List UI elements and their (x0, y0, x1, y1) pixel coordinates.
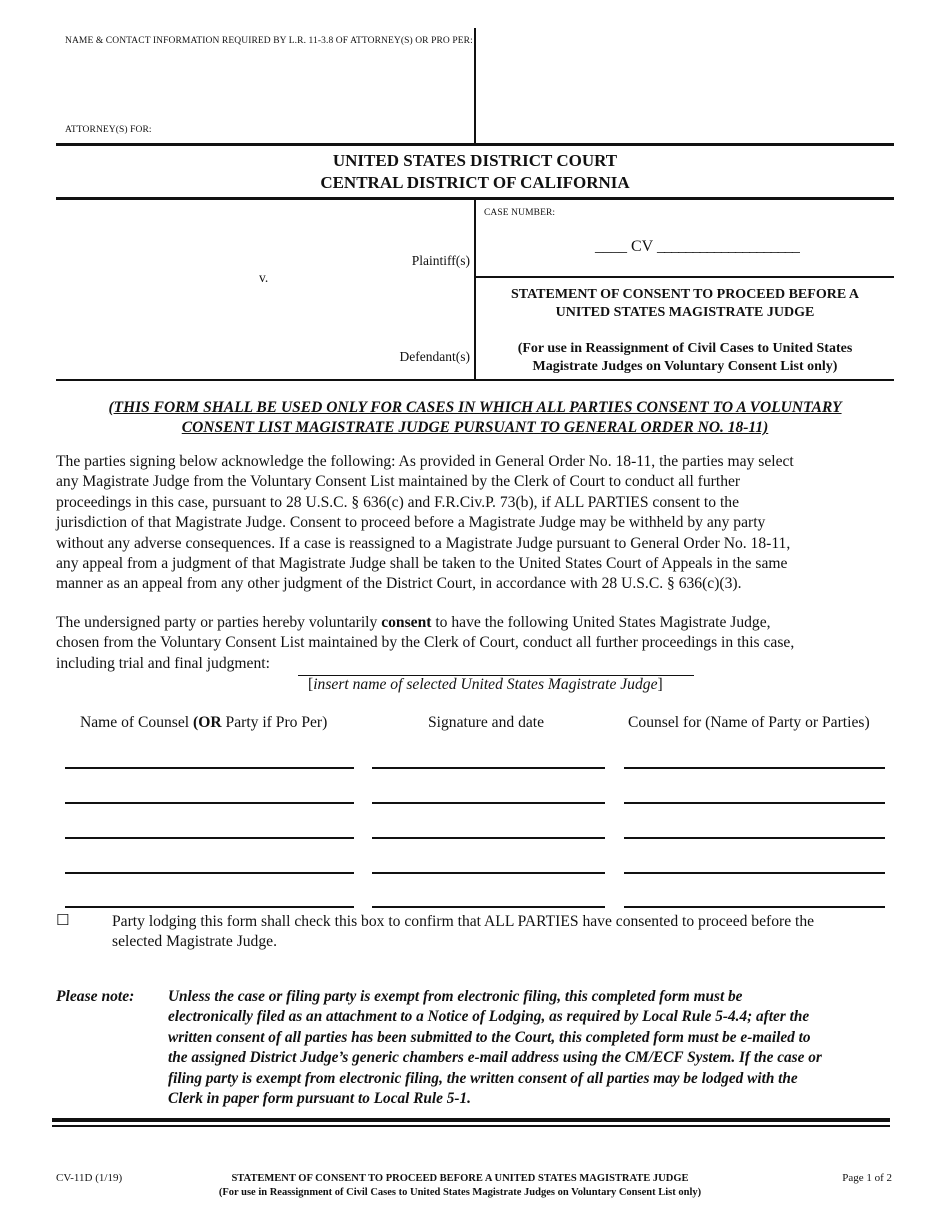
magistrate-judge-name-field[interactable] (298, 655, 694, 675)
plaintiff-name-field[interactable] (60, 205, 465, 253)
attorneys-for-label: ATTORNEY(S) FOR: (65, 125, 152, 135)
acknowledgment-paragraph (56, 452, 906, 595)
form-title-line1: STATEMENT OF CONSENT TO PROCEED BEFORE A (510, 287, 859, 302)
please-note-line: Clerk in paper form pursuant to Local Rule 5-1. (168, 1090, 471, 1108)
signature-date-line[interactable] (372, 767, 605, 769)
counsel-name-line[interactable] (65, 906, 354, 908)
defendant-label: Defendant(s) (399, 349, 470, 364)
footer-title (150, 1172, 770, 1200)
court-use-box (480, 30, 890, 140)
header-bold: (OR (193, 714, 222, 731)
contact-info-label: NAME & CONTACT INFORMATION REQUIRED BY L.R. 11-3.8 OF ATTORNEY(S) OR PRO PER: (65, 36, 473, 46)
paragraph-line: proceedings in this case, pursuant to 28 U.S.C. § 636(c) and F.R.Civ.P. 73(b), if ALL PARTIES consent to the (56, 493, 740, 511)
case-number-field[interactable] (595, 238, 799, 256)
please-note-line: the assigned District Judge’s generic chambers e-mail address using the CM/ECF System. If the case or (168, 1049, 822, 1067)
counsel-name-line[interactable] (65, 767, 354, 769)
defendant-name-field[interactable] (60, 290, 465, 346)
checkbox-label-line2: selected Magistrate Judge. (112, 933, 277, 951)
bracket: [ (308, 676, 314, 693)
plaintiff-label: Plaintiff(s) (411, 253, 470, 268)
usage-notice-line2: CONSENT LIST MAGISTRATE JUDGE PURSUANT TO GENERAL ORDER NO. 18-11) (181, 419, 769, 436)
contact-info-field[interactable] (65, 52, 465, 120)
please-note-line: Unless the case or filing party is exempt from electronic filing, this completed form must be (168, 988, 743, 1005)
please-note-label: Please note: (56, 988, 135, 1005)
case-number-label: CASE NUMBER: (484, 208, 556, 218)
counsel-name-line[interactable] (65, 802, 354, 804)
magistrate-judge-hint (308, 675, 663, 695)
header-divider (474, 28, 476, 144)
case-number-suffix-blank: ____________________ (656, 238, 799, 255)
please-note-line: filing party is exempt from electronic filing, the written consent of all parties may be lodged with the (168, 1069, 798, 1087)
checkbox-label (112, 912, 814, 953)
counsel-name-line[interactable] (65, 872, 354, 874)
bracket: ] (657, 676, 663, 693)
page-number: Page 1 of 2 (842, 1172, 892, 1184)
paragraph-line: without any adverse consequences. If a case is reassigned to a Magistrate Judge pursuant to General Order No. 18-11, (56, 534, 791, 552)
attorneys-for-field[interactable] (150, 120, 465, 140)
footer-title-line1: STATEMENT OF CONSENT TO PROCEED BEFORE A UNITED STATES MAGISTRATE JUDGE (231, 1173, 689, 1184)
case-number-prefix-blank: ____ (595, 238, 627, 255)
please-note-text (168, 987, 822, 1109)
form-title-line2: UNITED STATES MAGISTRATE JUDGE (555, 305, 815, 320)
court-name-line2: CENTRAL DISTRICT OF CALIFORNIA (320, 173, 630, 192)
signature-date-line[interactable] (372, 872, 605, 874)
form-title (476, 286, 894, 322)
case-number-cv: CV (631, 238, 653, 255)
counsel-for-line[interactable] (624, 837, 885, 839)
please-note-line: electronically filed as an attachment to a Notice of Lodging, as required by Local Rule 5-4.4; after the (168, 1008, 810, 1026)
form-subtitle-line2: Magistrate Judges on Voluntary Consent List only) (532, 359, 838, 374)
counsel-for-line[interactable] (624, 767, 885, 769)
col-header-signature: Signature and date (428, 714, 545, 731)
signature-date-line[interactable] (372, 837, 605, 839)
paragraph-line: The parties signing below acknowledge the following: As provided in General Order No. 18-11, the parties may select (56, 453, 794, 470)
paragraph-line: any Magistrate Judge from the Voluntary Consent List maintained by the Clerk of Court to conduct all further (56, 473, 741, 491)
col-header-counsel-for: Counsel for (Name of Party or Parties) (628, 714, 870, 731)
usage-notice-line1: (THIS FORM SHALL BE USED ONLY FOR CASES IN WHICH ALL PARTIES CONSENT TO A VOLUNTARY (108, 399, 842, 416)
consent-line3: including trial and final judgment: (56, 654, 270, 672)
counsel-name-line[interactable] (65, 837, 354, 839)
col-header-counsel-name (80, 713, 327, 733)
usage-notice (56, 398, 894, 438)
checkbox-label-line1: Party lodging this form shall check this box to confirm that ALL PARTIES have consented to proceed before the (112, 913, 815, 930)
paragraph-line: jurisdiction of that Magistrate Judge. Consent to proceed before a Magistrate Judge may be withheld by any party (56, 514, 766, 532)
signature-date-line[interactable] (372, 906, 605, 908)
header-text: Party if Pro Per) (221, 714, 328, 731)
header-rule (56, 143, 894, 146)
form-subtitle (476, 340, 894, 376)
versus-label: v. (259, 270, 269, 285)
case-number-rule (475, 276, 894, 278)
counsel-for-line[interactable] (624, 906, 885, 908)
court-name-line1: UNITED STATES DISTRICT COURT (332, 151, 618, 170)
consent-text: The undersigned party or parties hereby voluntarily (56, 614, 382, 631)
consent-bold-word: consent (381, 614, 432, 631)
consent-line1 (56, 613, 906, 633)
header-text: Name of Counsel (80, 714, 194, 731)
form-id: CV-11D (1/19) (56, 1172, 123, 1184)
counsel-for-line[interactable] (624, 872, 885, 874)
counsel-for-line[interactable] (624, 802, 885, 804)
paragraph-line: any appeal from a judgment of that Magistrate Judge shall be taken to the United States Court of Appeals in the same (56, 555, 788, 573)
all-parties-consent-checkbox[interactable]: ☐ (56, 911, 70, 929)
footer-rule-thin (52, 1125, 890, 1127)
judge-hint-text: insert name of selected United States Magistrate Judge (313, 676, 658, 693)
please-note-line: written consent of all parties has been submitted to the Court, this completed form must be e-mailed to (168, 1028, 811, 1046)
signature-date-line[interactable] (372, 802, 605, 804)
footer-title-line2: (For use in Reassignment of Civil Cases to United States Magistrate Judges on Voluntary Consent List only) (218, 1187, 702, 1198)
consent-text: to have the following United States Magistrate Judge, (431, 614, 771, 631)
paragraph-line: manner as an appeal from any other judgment of the District Court, in accordance with 28 U.S.C. § 636(c)(3). (56, 575, 742, 593)
form-subtitle-line1: (For use in Reassignment of Civil Cases to United States (517, 341, 853, 356)
consent-line2: chosen from the Voluntary Consent List maintained by the Clerk of Court, conduct all further proceedings in this case, (56, 634, 795, 652)
caption-bottom-rule (56, 379, 894, 381)
footer-rule-thick (52, 1118, 890, 1122)
